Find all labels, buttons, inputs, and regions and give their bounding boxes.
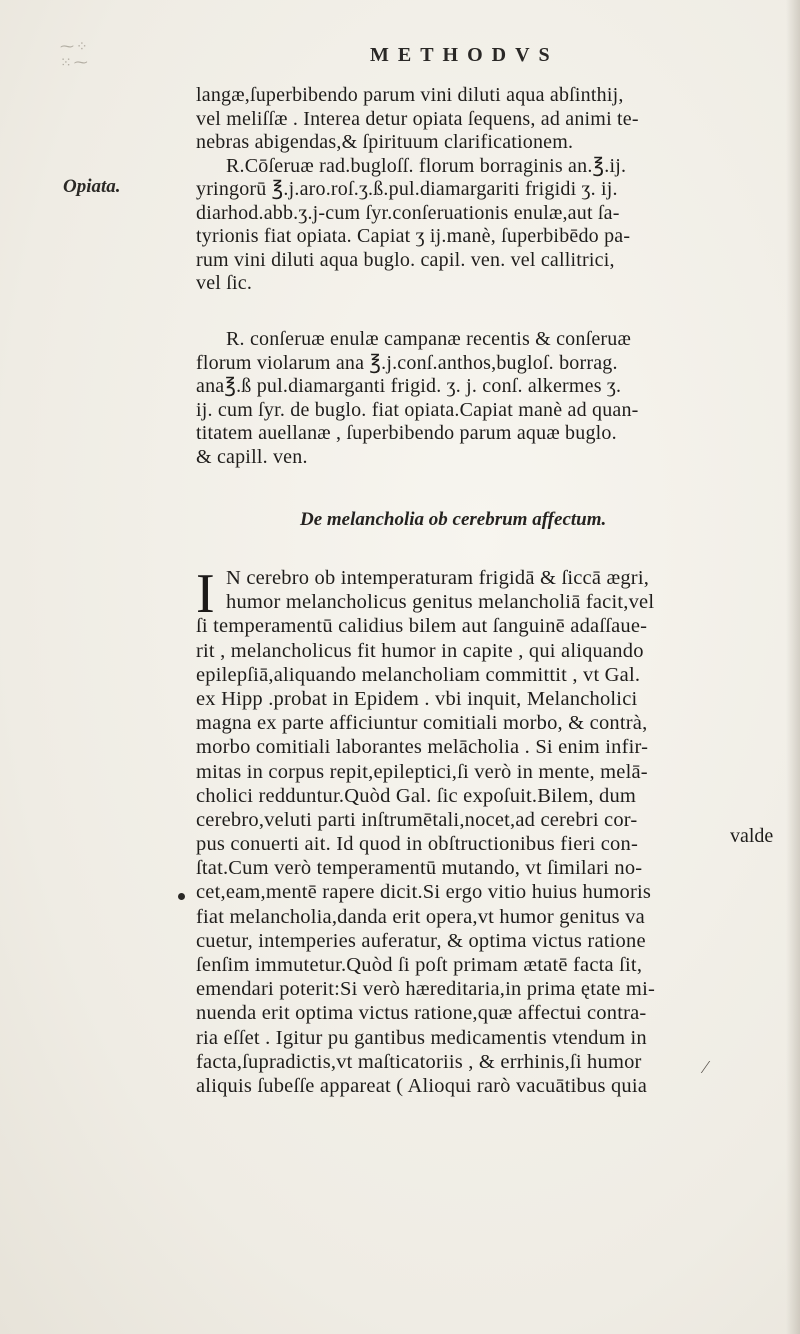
main-paragraph [196,563,786,1098]
text-line: yringorū ℥.j.aro.roſ.ʒ.ß.pul.diamargariti frigidi ʒ. ij. [196,178,618,200]
text-line: ij. cum ſyr. de buglo. fiat opiata.Capiat manè ad quan- [196,398,639,421]
text-line: vel meliſſæ . Interea detur opiata ſequens, ad animi te- [196,107,639,130]
text-line: morbo comitiali laborantes melācholia . Si enim infir- [196,736,649,759]
text-line: vel ſic. [196,272,253,294]
text-line: cholici redduntur.Quòd Gal. ſic expoſuit.Bilem, dum [196,784,637,807]
text-line: ſi temperamentū calidius bilem aut ſanguinē adaſſaue- [196,615,648,638]
text-line: facta,ſupradictis,vt maſticatoriis , & errhinis,ſi humor [196,1050,642,1073]
text-line: ſenſim immutetur.Quòd ſi poſt primam ætatē facta ſit, [196,954,643,976]
text-line: mitas in corpus repit,epileptici,ſi verò in mente, melā- [196,760,648,783]
text-line: ria eſſet . Igitur pu gantibus medicamentis vtendum in [196,1026,647,1049]
text-line: ſtat.Cum verò temperamentū mutando, vt ſimilari no- [196,857,643,880]
text-line: langæ,ſuperbibendo parum vini diluti aqua abſinthij, [196,84,624,106]
ink-dot-mark [178,893,185,900]
recipe-paragraph-2 [196,328,786,469]
text-line: ex Hipp .probat in Epidem . vbi inquit, Melancholici [196,687,638,710]
text-line: N cerebro ob intemperaturam frigidā & ſiccā ægri, [226,567,650,589]
text-line: diarhod.abb.ʒ.j-cum ſyr.conſeruationis enulæ,aut ſa- [196,201,620,224]
text-line: fiat melancholia,danda erit opera,vt humor genitus va [196,905,645,928]
text-line: R.Cōſeruæ rad.bugloſſ. florum borraginis an.℥.ij. [226,154,627,177]
pencil-tick-mark: ⁄ [704,1057,708,1077]
text-line: rum vini diluti aqua buglo. capil. ven. vel callitrici, [196,248,615,271]
text-line: & capill. ven. [196,445,308,468]
text-line: titatem auellanæ , ſuperbibendo parum aquæ buglo. [196,422,617,444]
text-line: cerebro,veluti parti inſtrumētali,nocet,ad cerebri cor- [196,808,638,831]
text-line: rit , melancholicus fit humor in capite , qui aliquando [196,639,644,662]
text-line: cuetur, intemperies auferatur, & optima victus ratione [196,929,646,952]
text-line: aliquis ſubeſſe appareat ( Alioqui rarò vacuātibus quia [196,1074,648,1097]
drop-capital: I [196,563,215,625]
text-line: R. conſeruæ enulæ campanæ recentis & conſeruæ [226,328,632,350]
text-line: epilepſiā,aliquando melancholiam committit , vt Gal. [196,663,641,686]
section-heading: De melancholia ob cerebrum affectum. [300,509,607,530]
text-line: florum violarum ana ℥.j.conſ.anthos,bugloſ. borrag. [196,351,618,374]
running-head: METHODVS [370,44,559,66]
recipe-paragraph-1 [196,84,786,296]
ink-smudge-mark: ⁓⁘ ⁙⁓ [60,40,90,71]
text-line: nuenda erit optima victus ratione,quæ affectui contra- [196,1002,647,1025]
text-line: tyrionis fiat opiata. Capiat ʒ ij.manè, ſuperbibēdo pa- [196,225,631,247]
page-gutter-shadow [786,0,800,1334]
text-line: ana℥.ß pul.diamarganti frigid. ʒ. j. conſ. alkermes ʒ. [196,375,622,397]
catchword: valde [730,825,774,847]
text-line: humor melancholicus genitus melancholiā facit,vel [226,591,655,614]
margin-note: Opiata. [63,176,121,197]
text-line: nebras abigendas,& ſpirituum clarificationem. [196,131,574,153]
text-line: magna ex parte afficiuntur comitiali morbo, & contrà, [196,712,648,735]
text-line: pus conuerti ait. Id quod in obſtructionibus fieri con- [196,833,638,856]
text-line: emendari poterit:Si verò hæreditaria,in prima ętate mi- [196,978,655,1001]
text-line: cet,eam,mentē rapere dicit.Si ergo vitio huius humoris [196,881,652,904]
